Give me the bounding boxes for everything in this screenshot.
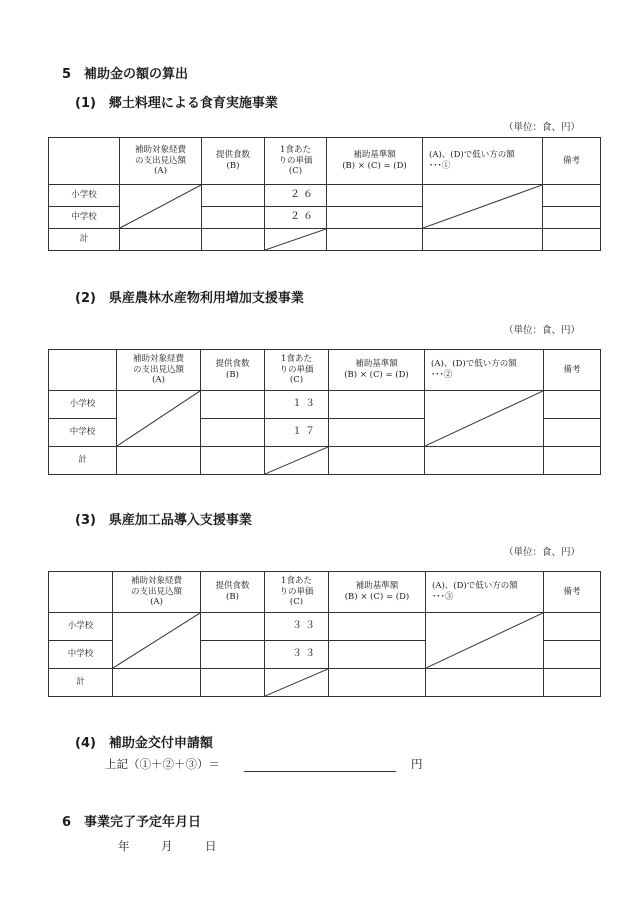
meals-elementary-cell[interactable] (202, 185, 265, 207)
remarks-elementary-cell[interactable] (544, 391, 601, 419)
application-amount-field[interactable] (244, 754, 396, 772)
unit-price-elementary: ３３ (265, 613, 329, 641)
col-d-header: 補助基準額 (B) × (C) = (D) (327, 138, 423, 185)
table-3 (48, 571, 601, 697)
remarks-header: 備考 (544, 572, 601, 613)
table-2 (48, 349, 601, 475)
row-label-elementary: 小学校 (49, 391, 117, 419)
unit-price-junior: ２６ (265, 207, 327, 229)
currency-yen: 円 (411, 757, 423, 771)
col-b-header: 提供食数 (B) (202, 138, 265, 185)
standard-amount-junior-cell[interactable] (329, 641, 426, 669)
row-label-junior: 中学校 (49, 419, 117, 447)
col-a-header: 補助対象経費 の支出見込額 (A) (113, 572, 201, 613)
standard-amount-junior-cell[interactable] (327, 207, 423, 229)
total-e-cell[interactable] (426, 669, 544, 697)
meals-elementary-cell[interactable] (201, 613, 265, 641)
table-3-unit: （単位：食、円） (504, 547, 581, 558)
meals-elementary-cell[interactable] (201, 391, 265, 419)
standard-amount-elementary-cell[interactable] (329, 613, 426, 641)
total-remarks-cell[interactable] (544, 669, 601, 697)
completion-month-label: 月 (161, 839, 173, 853)
row-label-elementary: 小学校 (49, 185, 120, 207)
meals-junior-cell[interactable] (201, 419, 265, 447)
row-label-total: 計 (49, 669, 113, 697)
row-label-elementary: 小学校 (49, 613, 113, 641)
application-amount-formula: 上記（①＋②＋③）＝ (105, 757, 220, 771)
total-b-cell[interactable] (201, 669, 265, 697)
col-e-header: (A)、(D)で低い方の額 ･･･① (423, 138, 543, 185)
section-4-heading: (4) 補助金交付申請額 (75, 736, 213, 751)
col-a-slashed-cell (117, 391, 201, 447)
unit-price-junior: １７ (265, 419, 329, 447)
meals-junior-cell[interactable] (202, 207, 265, 229)
col-a-header: 補助対象経費 の支出見込額 (A) (120, 138, 202, 185)
table-1-heading: (1) 郷土料理による食育実施事業 (75, 96, 278, 111)
col-a-slashed-cell (120, 185, 202, 229)
completion-year-label: 年 (118, 839, 130, 853)
total-b-cell[interactable] (202, 229, 265, 251)
table-2-unit: （単位：食、円） (504, 325, 581, 336)
total-a-cell[interactable] (113, 669, 201, 697)
total-e-cell[interactable] (425, 447, 544, 475)
table-2-heading: (2) 県産農林水産物利用増加支援事業 (75, 291, 304, 306)
standard-amount-elementary-cell[interactable] (327, 185, 423, 207)
row-label-total: 計 (49, 229, 120, 251)
standard-amount-elementary-cell[interactable] (329, 391, 425, 419)
col-a-slashed-cell (113, 613, 201, 669)
total-c-slashed-cell (265, 229, 327, 251)
corner-cell (49, 350, 117, 391)
total-b-cell[interactable] (201, 447, 265, 475)
total-c-slashed-cell (265, 669, 329, 697)
col-e-header: (A)、(D)で低い方の額 ･･･③ (426, 572, 544, 613)
unit-price-elementary: １３ (265, 391, 329, 419)
standard-amount-junior-cell[interactable] (329, 419, 425, 447)
row-label-junior: 中学校 (49, 641, 113, 669)
corner-cell (49, 138, 120, 185)
remarks-junior-cell[interactable] (544, 419, 601, 447)
row-label-total: 計 (49, 447, 117, 475)
total-a-cell[interactable] (117, 447, 201, 475)
table-3-heading: (3) 県産加工品導入支援事業 (75, 513, 252, 528)
total-c-slashed-cell (265, 447, 329, 475)
total-remarks-cell[interactable] (544, 447, 601, 475)
unit-price-junior: ３３ (265, 641, 329, 669)
corner-cell (49, 572, 113, 613)
total-d-cell[interactable] (327, 229, 423, 251)
total-d-cell[interactable] (329, 447, 425, 475)
total-a-cell[interactable] (120, 229, 202, 251)
col-b-header: 提供食数 (B) (201, 350, 265, 391)
col-a-header: 補助対象経費 の支出見込額 (A) (117, 350, 201, 391)
total-d-cell[interactable] (329, 669, 426, 697)
col-c-header: 1食あた りの単価 (C) (265, 572, 329, 613)
remarks-elementary-cell[interactable] (544, 613, 601, 641)
col-e-slashed-cell (426, 613, 544, 669)
section-5-title: 5 補助金の額の算出 (62, 67, 189, 82)
row-label-junior: 中学校 (49, 207, 120, 229)
col-d-header: 補助基準額 (B) × (C) = (D) (329, 350, 425, 391)
col-e-slashed-cell (425, 391, 544, 447)
col-d-header: 補助基準額 (B) × (C) = (D) (329, 572, 426, 613)
remarks-junior-cell[interactable] (543, 207, 601, 229)
unit-price-elementary: ２６ (265, 185, 327, 207)
completion-day-label: 日 (205, 839, 217, 853)
table-1 (48, 137, 601, 251)
table-1-unit: （単位：食、円） (504, 122, 581, 133)
col-e-slashed-cell (423, 185, 543, 229)
section-6-title: 6 事業完了予定年月日 (62, 815, 202, 830)
col-e-header: (A)、(D)で低い方の額 ･･･② (425, 350, 544, 391)
col-c-header: 1食あた りの単価 (C) (265, 350, 329, 391)
remarks-header: 備考 (544, 350, 601, 391)
remarks-header: 備考 (543, 138, 601, 185)
total-e-cell[interactable] (423, 229, 543, 251)
remarks-junior-cell[interactable] (544, 641, 601, 669)
col-b-header: 提供食数 (B) (201, 572, 265, 613)
col-c-header: 1食あた りの単価 (C) (265, 138, 327, 185)
meals-junior-cell[interactable] (201, 641, 265, 669)
remarks-elementary-cell[interactable] (543, 185, 601, 207)
total-remarks-cell[interactable] (543, 229, 601, 251)
